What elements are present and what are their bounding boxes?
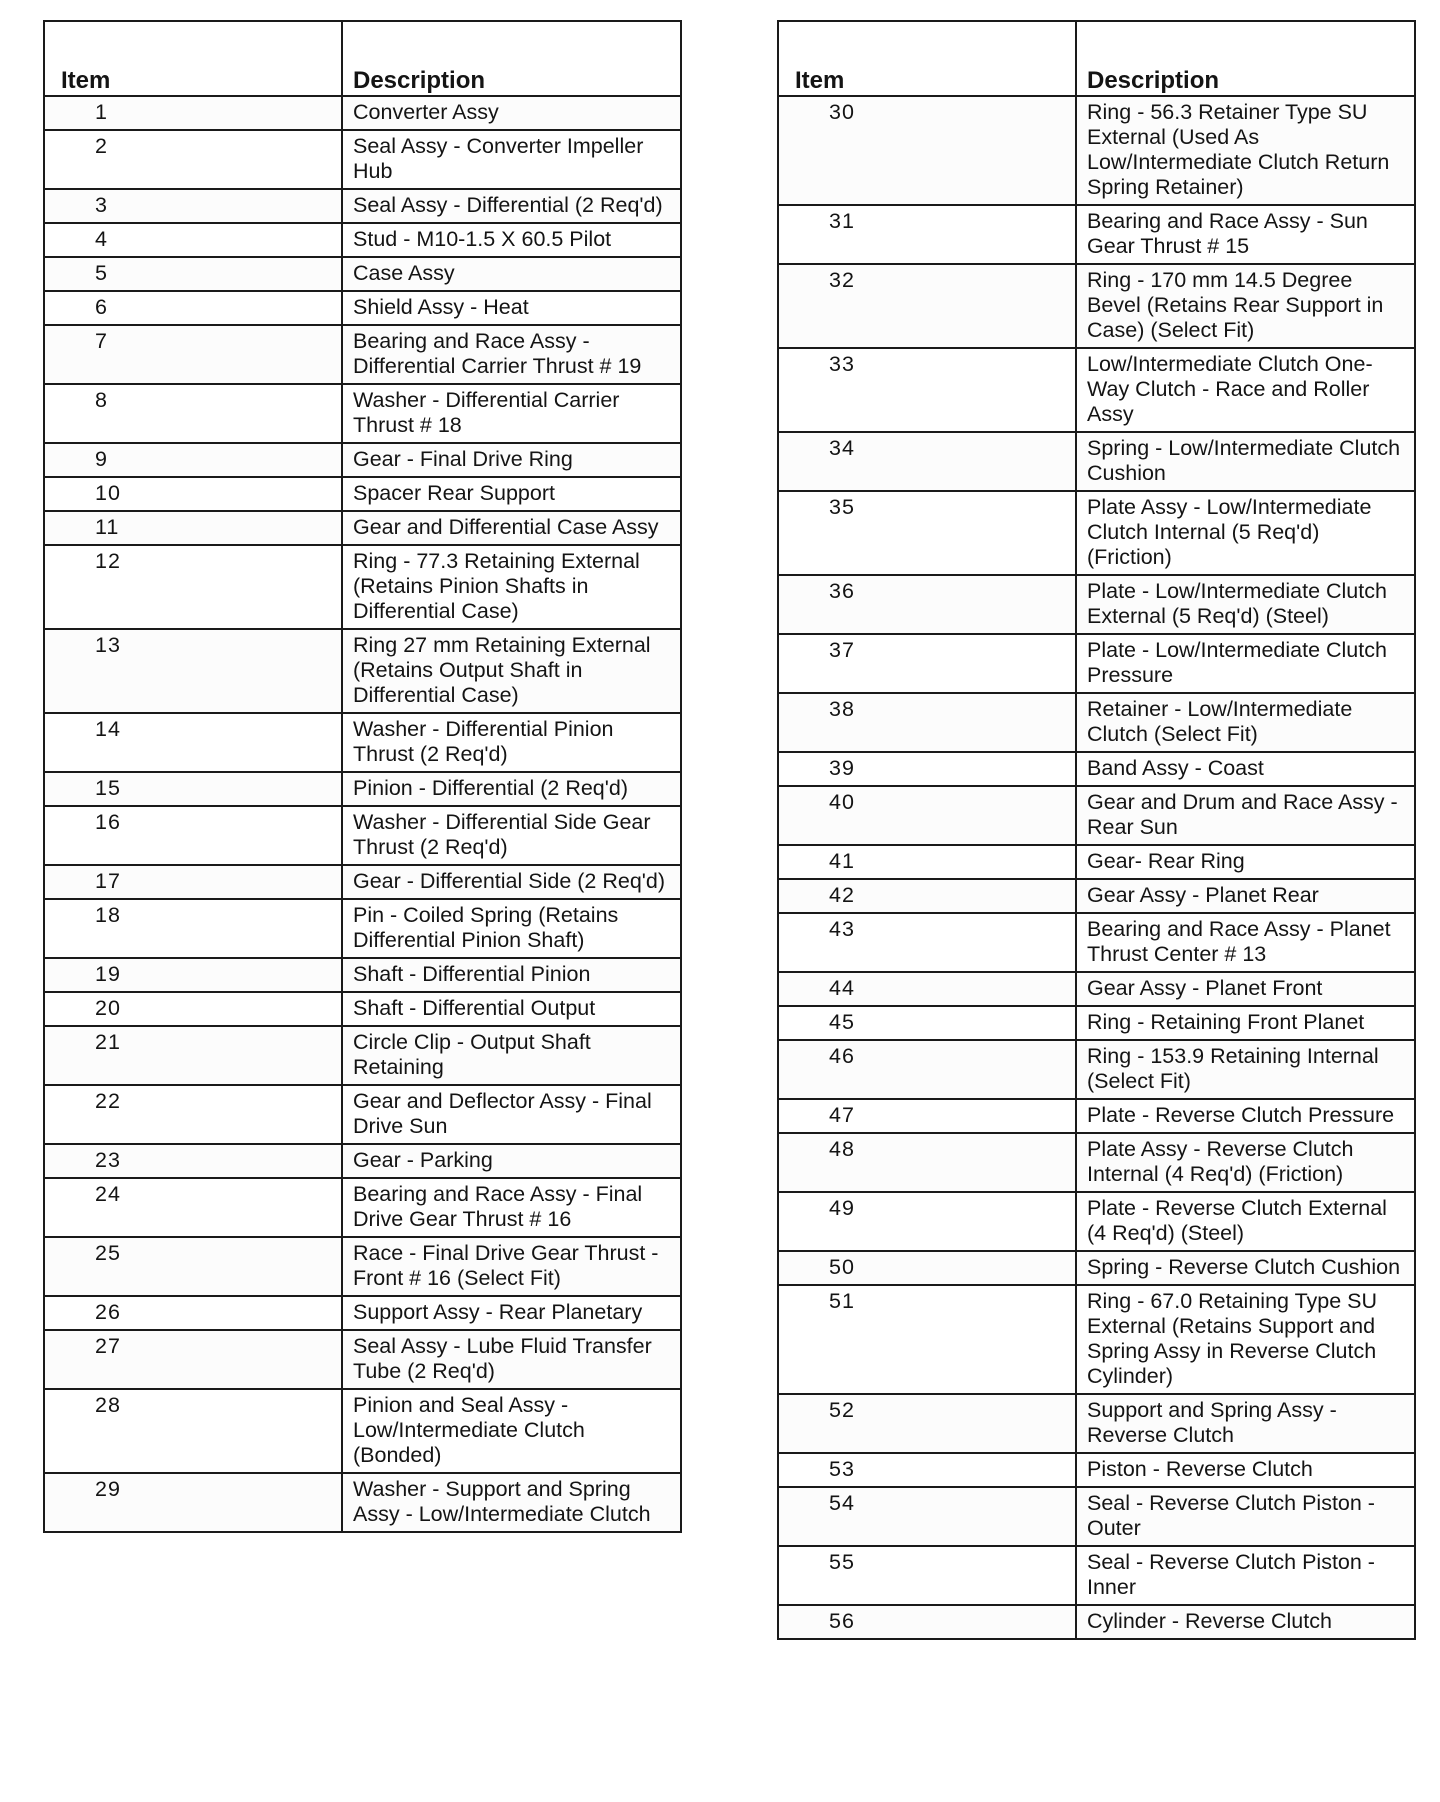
item-number: 22	[44, 1085, 342, 1144]
table-row	[778, 1251, 1415, 1285]
item-description: Washer - Support and Spring Assy - Low/Intermediate Clutch	[342, 1473, 681, 1532]
item-description: Seal Assy - Differential (2 Req'd)	[342, 189, 681, 223]
table-row	[44, 130, 681, 189]
table-row	[44, 511, 681, 545]
table-row	[778, 264, 1415, 348]
item-description: Converter Assy	[342, 96, 681, 130]
table-row	[778, 972, 1415, 1006]
item-number: 9	[44, 443, 342, 477]
item-description: Spacer Rear Support	[342, 477, 681, 511]
item-number: 35	[778, 491, 1076, 575]
item-number: 47	[778, 1099, 1076, 1133]
item-number: 21	[44, 1026, 342, 1085]
table-row	[44, 629, 681, 713]
table-row	[44, 291, 681, 325]
item-description: Ring - 67.0 Retaining Type SU External (Retains Support and Spring Assy in Reverse Clutch Cylinder)	[1076, 1285, 1415, 1394]
item-description: Gear - Differential Side (2 Req'd)	[342, 865, 681, 899]
item-description: Seal Assy - Lube Fluid Transfer Tube (2 Req'd)	[342, 1330, 681, 1389]
item-column-header: Item	[778, 21, 1076, 96]
item-description: Case Assy	[342, 257, 681, 291]
item-number: 53	[778, 1453, 1076, 1487]
item-description: Bearing and Race Assy - Planet Thrust Center # 13	[1076, 913, 1415, 972]
table-row	[44, 1296, 681, 1330]
table-row	[44, 96, 681, 130]
item-description: Plate Assy - Reverse Clutch Internal (4 Req'd) (Friction)	[1076, 1133, 1415, 1192]
table-row	[778, 1605, 1415, 1639]
table-row	[44, 1085, 681, 1144]
item-description: Support Assy - Rear Planetary	[342, 1296, 681, 1330]
table-row	[44, 772, 681, 806]
item-column-header: Item	[44, 21, 342, 96]
item-description: Ring - 77.3 Retaining External (Retains Pinion Shafts in Differential Case)	[342, 545, 681, 629]
item-number: 32	[778, 264, 1076, 348]
table-row	[778, 786, 1415, 845]
item-number: 40	[778, 786, 1076, 845]
item-number: 8	[44, 384, 342, 443]
table-row	[778, 1546, 1415, 1605]
table-row	[44, 1144, 681, 1178]
parts-table-right	[777, 20, 1416, 1640]
item-number: 48	[778, 1133, 1076, 1192]
table-row	[44, 1237, 681, 1296]
table-row	[44, 443, 681, 477]
table-row	[778, 845, 1415, 879]
item-description: Race - Final Drive Gear Thrust - Front # 16 (Select Fit)	[342, 1237, 681, 1296]
item-number: 16	[44, 806, 342, 865]
item-number: 17	[44, 865, 342, 899]
item-description: Plate - Reverse Clutch External (4 Req'd) (Steel)	[1076, 1192, 1415, 1251]
item-description: Gear- Rear Ring	[1076, 845, 1415, 879]
item-number: 12	[44, 545, 342, 629]
item-description: Low/Intermediate Clutch One-Way Clutch - Race and Roller Assy	[1076, 348, 1415, 432]
table-row	[44, 1026, 681, 1085]
table-row	[778, 491, 1415, 575]
item-number: 3	[44, 189, 342, 223]
item-description: Stud - M10-1.5 X 60.5 Pilot	[342, 223, 681, 257]
table-row	[44, 223, 681, 257]
item-number: 50	[778, 1251, 1076, 1285]
table-row	[44, 545, 681, 629]
item-description: Pin - Coiled Spring (Retains Differential Pinion Shaft)	[342, 899, 681, 958]
item-number: 37	[778, 634, 1076, 693]
table-row	[44, 477, 681, 511]
item-description: Shield Assy - Heat	[342, 291, 681, 325]
item-number: 28	[44, 1389, 342, 1473]
item-description: Seal - Reverse Clutch Piston - Outer	[1076, 1487, 1415, 1546]
item-number: 6	[44, 291, 342, 325]
item-number: 1	[44, 96, 342, 130]
item-number: 4	[44, 223, 342, 257]
item-number: 20	[44, 992, 342, 1026]
item-number: 51	[778, 1285, 1076, 1394]
table-row	[44, 1330, 681, 1389]
table-row	[778, 1040, 1415, 1099]
item-description: Gear and Differential Case Assy	[342, 511, 681, 545]
item-description: Gear - Parking	[342, 1144, 681, 1178]
item-description: Spring - Reverse Clutch Cushion	[1076, 1251, 1415, 1285]
item-description: Seal Assy - Converter Impeller Hub	[342, 130, 681, 189]
description-column-header: Description	[342, 21, 681, 96]
table-row	[44, 865, 681, 899]
table-row	[778, 1006, 1415, 1040]
parts-table-right-body	[778, 96, 1415, 1639]
item-number: 14	[44, 713, 342, 772]
item-description: Plate - Low/Intermediate Clutch Pressure	[1076, 634, 1415, 693]
item-description: Bearing and Race Assy - Final Drive Gear Thrust # 16	[342, 1178, 681, 1237]
item-number: 19	[44, 958, 342, 992]
item-number: 30	[778, 96, 1076, 205]
item-number: 29	[44, 1473, 342, 1532]
table-row	[44, 713, 681, 772]
table-row	[44, 189, 681, 223]
item-number: 27	[44, 1330, 342, 1389]
parts-table-left-body	[44, 96, 681, 1532]
item-number: 43	[778, 913, 1076, 972]
table-row	[778, 348, 1415, 432]
item-description: Washer - Differential Side Gear Thrust (2 Req'd)	[342, 806, 681, 865]
item-number: 34	[778, 432, 1076, 491]
table-row	[44, 899, 681, 958]
item-description: Ring - 153.9 Retaining Internal (Select Fit)	[1076, 1040, 1415, 1099]
table-row	[778, 1099, 1415, 1133]
item-number: 13	[44, 629, 342, 713]
item-number: 18	[44, 899, 342, 958]
item-description: Plate - Reverse Clutch Pressure	[1076, 1099, 1415, 1133]
table-row	[778, 1192, 1415, 1251]
item-description: Washer - Differential Pinion Thrust (2 Req'd)	[342, 713, 681, 772]
item-number: 52	[778, 1394, 1076, 1453]
item-description: Shaft - Differential Output	[342, 992, 681, 1026]
table-row	[778, 752, 1415, 786]
table-row	[778, 1133, 1415, 1192]
item-description: Ring 27 mm Retaining External (Retains Output Shaft in Differential Case)	[342, 629, 681, 713]
table-row	[44, 1178, 681, 1237]
item-number: 55	[778, 1546, 1076, 1605]
item-number: 46	[778, 1040, 1076, 1099]
item-description: Circle Clip - Output Shaft Retaining	[342, 1026, 681, 1085]
item-number: 45	[778, 1006, 1076, 1040]
item-description: Pinion - Differential (2 Req'd)	[342, 772, 681, 806]
item-description: Bearing and Race Assy - Sun Gear Thrust # 15	[1076, 205, 1415, 264]
table-row	[778, 205, 1415, 264]
item-description: Gear Assy - Planet Front	[1076, 972, 1415, 1006]
item-description: Washer - Differential Carrier Thrust # 18	[342, 384, 681, 443]
item-description: Gear Assy - Planet Rear	[1076, 879, 1415, 913]
item-number: 44	[778, 972, 1076, 1006]
item-number: 42	[778, 879, 1076, 913]
item-description: Plate - Low/Intermediate Clutch External (5 Req'd) (Steel)	[1076, 575, 1415, 634]
item-number: 26	[44, 1296, 342, 1330]
table-row	[778, 432, 1415, 491]
item-number: 7	[44, 325, 342, 384]
table-row	[778, 1394, 1415, 1453]
item-description: Ring - 170 mm 14.5 Degree Bevel (Retains Rear Support in Case) (Select Fit)	[1076, 264, 1415, 348]
table-row	[44, 992, 681, 1026]
table-row	[44, 958, 681, 992]
item-description: Plate Assy - Low/Intermediate Clutch Internal (5 Req'd) (Friction)	[1076, 491, 1415, 575]
item-number: 10	[44, 477, 342, 511]
parts-table-left	[43, 20, 682, 1533]
table-row	[778, 693, 1415, 752]
item-number: 24	[44, 1178, 342, 1237]
table-row	[44, 1389, 681, 1473]
table-row	[44, 257, 681, 291]
item-number: 11	[44, 511, 342, 545]
item-description: Shaft - Differential Pinion	[342, 958, 681, 992]
item-description: Support and Spring Assy - Reverse Clutch	[1076, 1394, 1415, 1453]
item-description: Pinion and Seal Assy - Low/Intermediate Clutch (Bonded)	[342, 1389, 681, 1473]
table-row	[778, 1487, 1415, 1546]
item-number: 23	[44, 1144, 342, 1178]
item-number: 15	[44, 772, 342, 806]
item-description: Piston - Reverse Clutch	[1076, 1453, 1415, 1487]
table-row	[778, 96, 1415, 205]
table-row	[44, 806, 681, 865]
table-row	[44, 384, 681, 443]
table-row	[778, 913, 1415, 972]
item-number: 54	[778, 1487, 1076, 1546]
item-number: 33	[778, 348, 1076, 432]
table-row	[778, 575, 1415, 634]
table-row	[778, 1453, 1415, 1487]
item-number: 41	[778, 845, 1076, 879]
item-number: 56	[778, 1605, 1076, 1639]
item-description: Band Assy - Coast	[1076, 752, 1415, 786]
item-number: 2	[44, 130, 342, 189]
table-row	[778, 879, 1415, 913]
table-row	[44, 1473, 681, 1532]
table-row	[44, 325, 681, 384]
item-number: 39	[778, 752, 1076, 786]
item-description: Gear - Final Drive Ring	[342, 443, 681, 477]
table-row	[778, 634, 1415, 693]
item-number: 5	[44, 257, 342, 291]
item-number: 25	[44, 1237, 342, 1296]
item-description: Spring - Low/Intermediate Clutch Cushion	[1076, 432, 1415, 491]
item-number: 31	[778, 205, 1076, 264]
item-description: Gear and Drum and Race Assy - Rear Sun	[1076, 786, 1415, 845]
item-description: Cylinder - Reverse Clutch	[1076, 1605, 1415, 1639]
item-number: 38	[778, 693, 1076, 752]
item-number: 36	[778, 575, 1076, 634]
item-description: Bearing and Race Assy - Differential Carrier Thrust # 19	[342, 325, 681, 384]
item-description: Ring - Retaining Front Planet	[1076, 1006, 1415, 1040]
item-description: Gear and Deflector Assy - Final Drive Sun	[342, 1085, 681, 1144]
table-row	[778, 1285, 1415, 1394]
item-description: Retainer - Low/Intermediate Clutch (Select Fit)	[1076, 693, 1415, 752]
description-column-header: Description	[1076, 21, 1415, 96]
item-description: Seal - Reverse Clutch Piston - Inner	[1076, 1546, 1415, 1605]
item-description: Ring - 56.3 Retainer Type SU External (Used As Low/Intermediate Clutch Return Spring Retainer)	[1076, 96, 1415, 205]
item-number: 49	[778, 1192, 1076, 1251]
